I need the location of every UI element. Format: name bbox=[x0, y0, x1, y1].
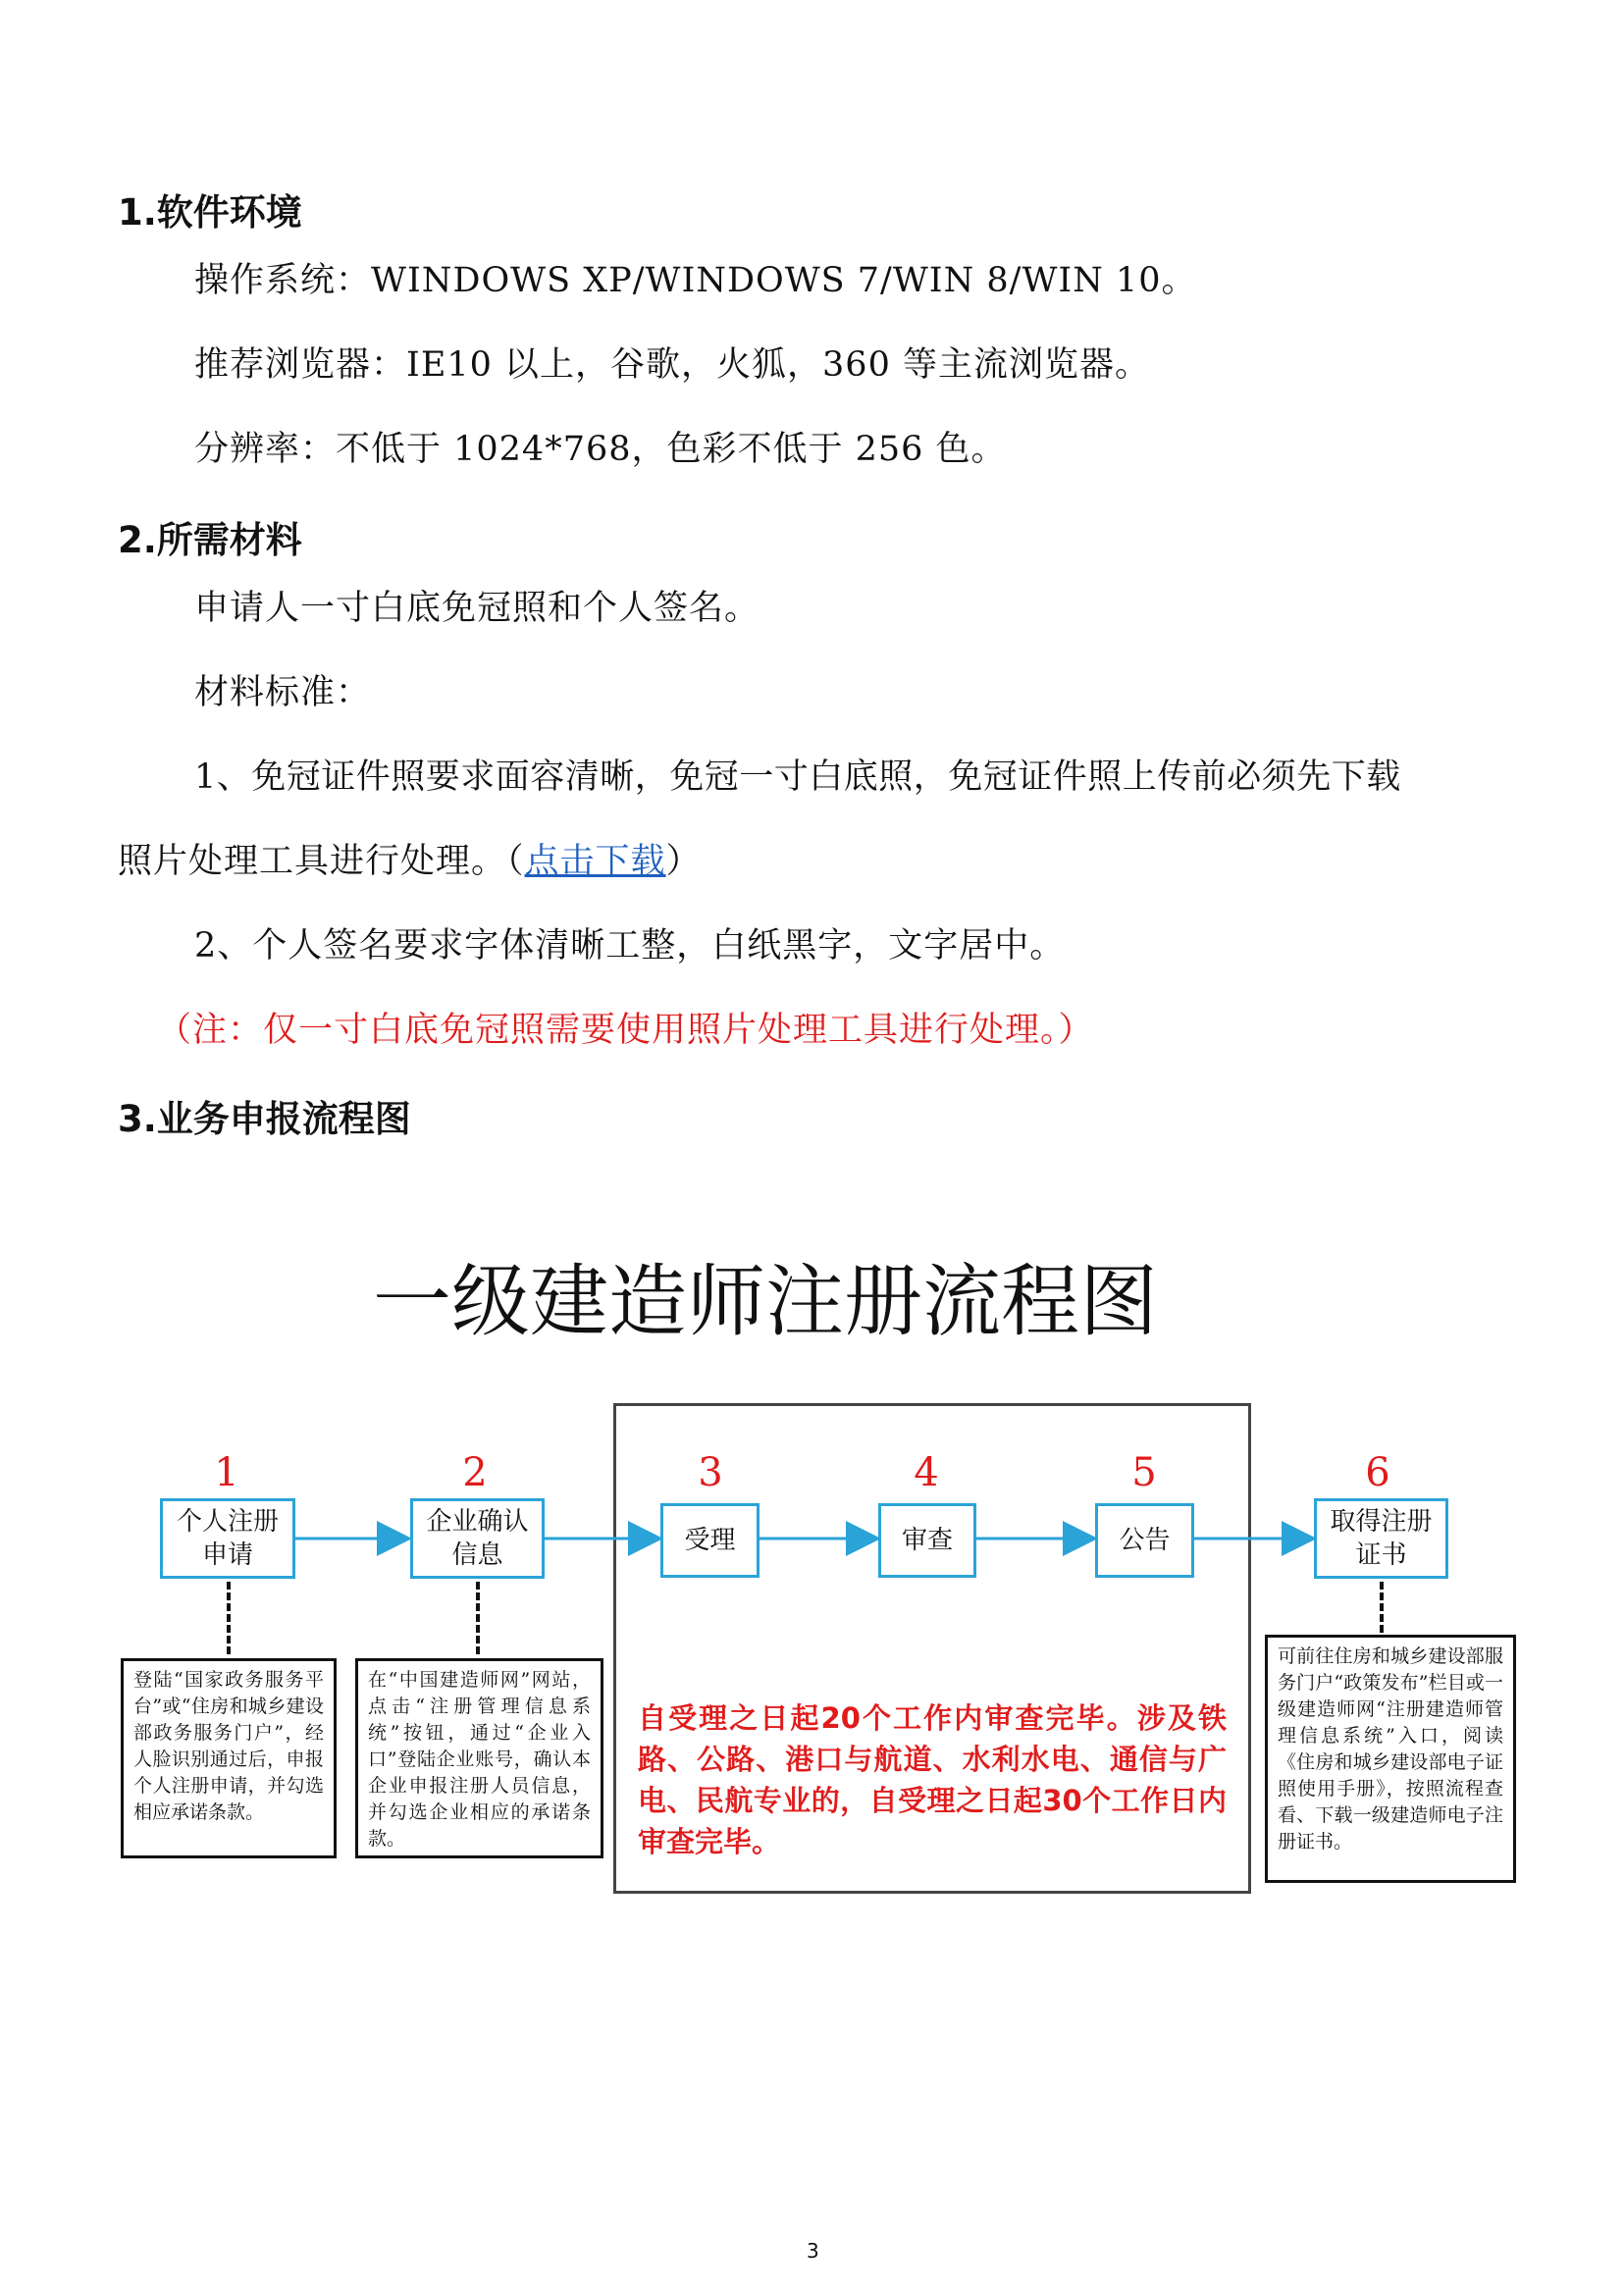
download-link[interactable]: 点击下载 bbox=[524, 842, 666, 881]
resolution-requirement: 分辨率：不低于 1024*768，色彩不低于 256 色。 bbox=[194, 430, 1007, 469]
materials-standard-label: 材料标准： bbox=[194, 673, 372, 712]
step-box-obtain-certificate: 取得注册 证书 bbox=[1314, 1498, 1448, 1579]
materials-note: （注：仅一寸白底免冠照需要使用照片处理工具进行处理。） bbox=[157, 1011, 1094, 1050]
dash-connector-6 bbox=[1380, 1582, 1384, 1633]
step-box-acceptance: 受理 bbox=[660, 1503, 760, 1578]
flowchart-title: 一级建造师注册流程图 bbox=[373, 1256, 1158, 1347]
step-box-review: 审查 bbox=[878, 1503, 976, 1578]
page-number: 3 bbox=[807, 2239, 819, 2263]
step-number-4: 4 bbox=[914, 1450, 939, 1495]
photo-tool-close: ） bbox=[665, 842, 702, 881]
note-personal-application: 登陆“国家政务服务平台”或“住房和城乡建设部政务服务门户”，经人脸识别通过后，申报个人注册申请，并勾选相应承诺条款。 bbox=[121, 1658, 337, 1858]
dash-connector-1 bbox=[227, 1582, 231, 1654]
browser-requirement: 推荐浏览器：IE10 以上，谷歌，火狐，360 等主流浏览器。 bbox=[194, 345, 1150, 385]
step-box-announcement: 公告 bbox=[1095, 1503, 1194, 1578]
materials-line: 申请人一寸白底免冠照和个人签名。 bbox=[194, 589, 760, 628]
photo-requirement: 1、免冠证件照要求面容清晰，免冠一寸白底照，免冠证件照上传前必须先下载 bbox=[194, 757, 1401, 797]
dash-connector-2 bbox=[476, 1582, 480, 1654]
photo-tool-text: 照片处理工具进行处理。（ bbox=[118, 842, 525, 881]
step-number-1: 1 bbox=[214, 1450, 239, 1495]
review-time-note: 自受理之日起20个工作内审查完毕。涉及铁路、公路、港口与航道、水利水电、通信与广电、民航专业的，自受理之日起30个工作日内审查完毕。 bbox=[638, 1701, 1227, 1858]
step-number-2: 2 bbox=[462, 1450, 488, 1495]
os-requirement: 操作系统：WINDOWS XP/WINDOWS 7/WIN 8/WIN 10。 bbox=[194, 261, 1197, 300]
step-number-3: 3 bbox=[698, 1450, 723, 1495]
step-number-5: 5 bbox=[1131, 1450, 1157, 1495]
section-heading-flow: 3.业务申报流程图 bbox=[118, 1098, 411, 1140]
step-box-company-confirm: 企业确认 信息 bbox=[410, 1498, 545, 1579]
step-box-personal-application: 个人注册 申请 bbox=[160, 1498, 295, 1579]
section-heading-materials: 2.所需材料 bbox=[118, 519, 302, 561]
signature-requirement: 2、个人签名要求字体清晰工整，白纸黑字，文字居中。 bbox=[194, 926, 1066, 965]
note-company-confirm: 在“中国建造师网”网站，点击“注册管理信息系统”按钮，通过“企业入口”登陆企业账号，确认本企业申报注册人员信息，并勾选企业相应的承诺条款。 bbox=[355, 1658, 603, 1858]
step-number-6: 6 bbox=[1365, 1450, 1390, 1495]
section-heading-software: 1.软件环境 bbox=[118, 191, 302, 234]
note-obtain-certificate: 可前往住房和城乡建设部服务门户“政策发布”栏目或一级建造师网“注册建造师管理信息系统”入口，阅读《住房和城乡建设部电子证照使用手册》，按照流程查看、下载一级建造师电子注册证书。 bbox=[1265, 1635, 1516, 1883]
